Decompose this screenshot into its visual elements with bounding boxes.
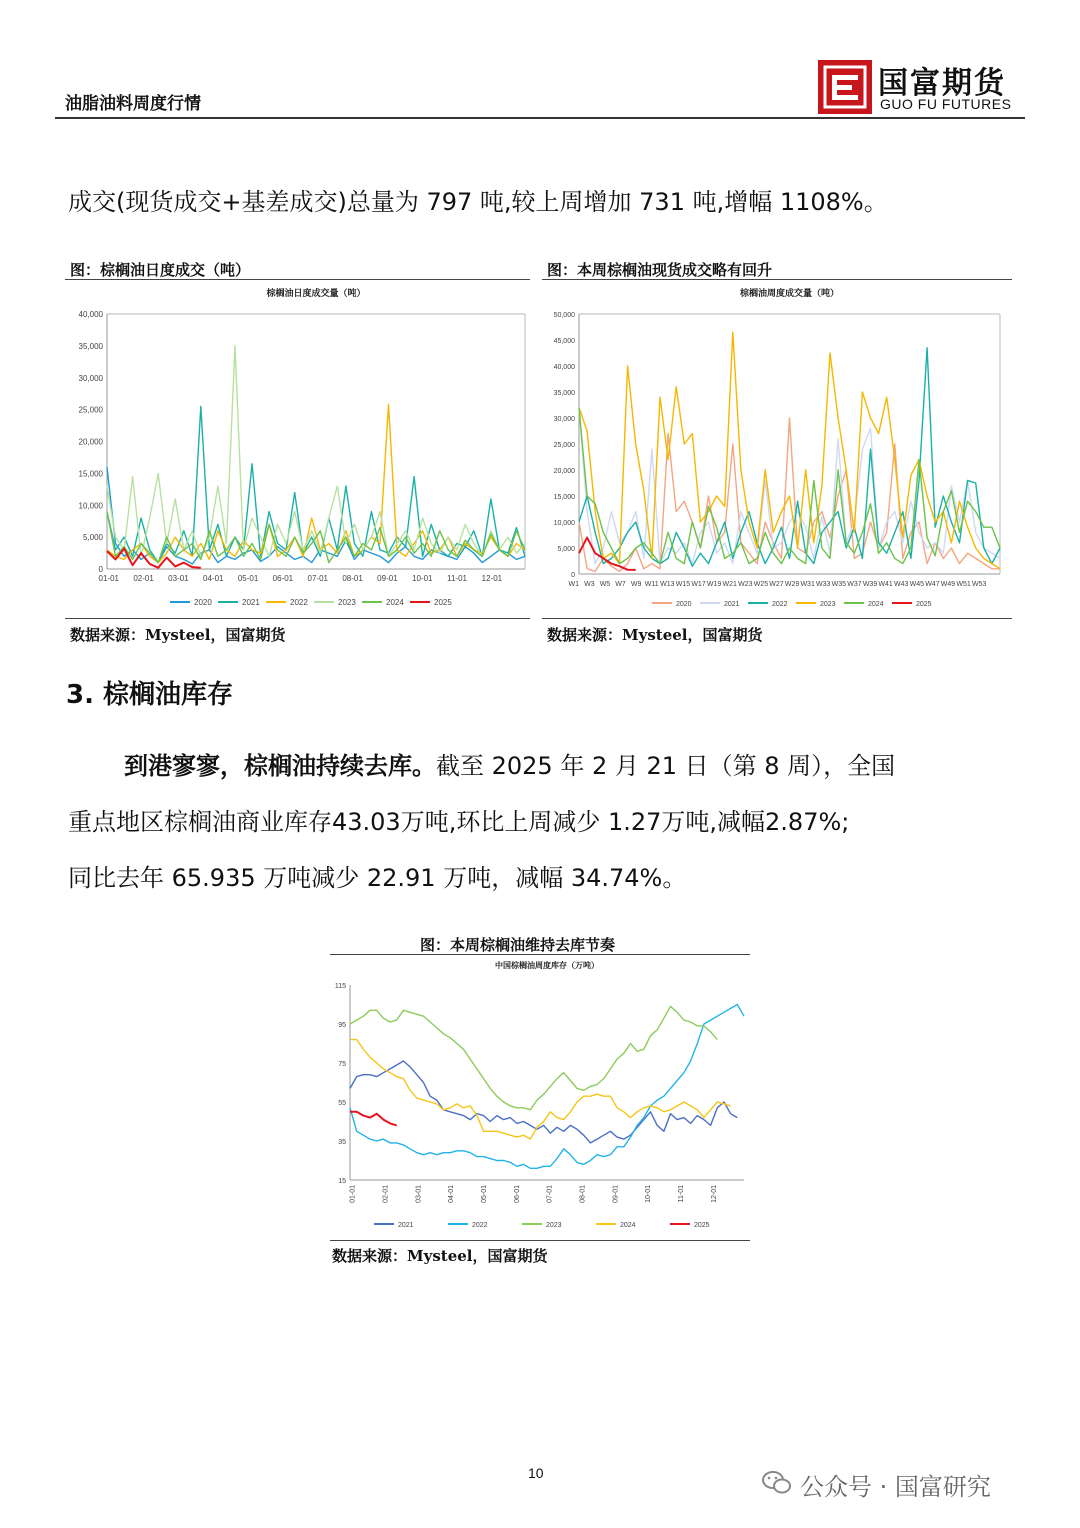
- y-tick-label: 35: [338, 1139, 346, 1146]
- logo-chinese: 国富期货: [878, 66, 1006, 101]
- y-tick-label: 40,000: [78, 310, 103, 319]
- figure1-source: 数据来源：Mysteel，国富期货: [70, 626, 286, 644]
- series-line-2024: [107, 512, 525, 563]
- series-line-2021: [579, 408, 1000, 564]
- x-tick-label: 06-01: [513, 1185, 521, 1203]
- series-line-2022: [579, 348, 1000, 566]
- y-tick-label: 20,000: [78, 437, 103, 447]
- x-tick-label: W29: [784, 581, 800, 588]
- x-tick-label: 01-01: [98, 574, 119, 583]
- y-tick-label: 5,000: [82, 533, 103, 543]
- legend-label-2023: 2023: [820, 601, 836, 608]
- y-tick-label: 75: [338, 1061, 346, 1068]
- x-tick-label: W7: [615, 581, 626, 588]
- x-tick-label: 09-01: [612, 1185, 620, 1203]
- legend-label-2025: 2025: [916, 601, 932, 608]
- y-tick-label: 25,000: [78, 405, 103, 415]
- series-line-2023: [107, 346, 525, 556]
- figure1-bottom-rule: [65, 618, 530, 619]
- x-tick-label: 04-01: [203, 574, 224, 583]
- legend-label-2023: 2023: [546, 1222, 562, 1229]
- x-tick-label: W15: [675, 581, 691, 588]
- y-tick-label: 30,000: [78, 373, 103, 383]
- legend-label-2025: 2025: [694, 1222, 710, 1229]
- x-tick-label: 11-01: [447, 574, 468, 583]
- x-tick-label: W49: [940, 581, 956, 588]
- x-tick-label: 10-01: [412, 574, 433, 583]
- figure1-caption: 图：棕榈油日度成交（吨）: [70, 261, 251, 279]
- x-tick-label: W33: [816, 581, 831, 588]
- inventory-text-line1: [68, 750, 895, 782]
- legend-label-2022: 2022: [290, 598, 308, 607]
- x-tick-label: 11-01: [677, 1185, 685, 1203]
- inventory-text-bold: 到港寥寥，棕榈油持续去库。: [124, 752, 436, 780]
- legend-label-2024: 2024: [868, 601, 884, 608]
- logo-mark-icon: [818, 60, 872, 114]
- weekly-volume-chart: [542, 282, 1012, 612]
- x-tick-label: 07-01: [546, 1185, 554, 1203]
- page-number: 10: [528, 1465, 544, 1481]
- y-tick-label: 55: [338, 1100, 346, 1107]
- y-tick-label: 15: [338, 1178, 346, 1185]
- legend-label-2022: 2022: [472, 1222, 488, 1229]
- wechat-account: 公众号 · 国富研究: [800, 1473, 991, 1501]
- trade-summary-text: 成交(现货成交+基差成交)总量为 797 吨,较上周增加 731 吨,增幅 1108%。: [68, 188, 888, 216]
- y-tick-label: 35,000: [78, 341, 103, 351]
- series-line-2025: [579, 538, 636, 570]
- series-line-2024: [579, 408, 1000, 564]
- legend-label-2021: 2021: [724, 601, 740, 608]
- x-tick-label: 03-01: [415, 1185, 423, 1203]
- figure2-source: 数据来源：Mysteel，国富期货: [547, 626, 763, 644]
- daily-volume-chart: [65, 282, 530, 612]
- x-tick-label: W51: [956, 581, 971, 588]
- x-tick-label: W5: [599, 581, 611, 588]
- figure2-bottom-rule: [542, 618, 1012, 619]
- inventory-chart: [330, 956, 750, 1236]
- series-line-2024: [350, 1040, 731, 1140]
- x-tick-label: W37: [847, 581, 862, 588]
- x-tick-label: W21: [722, 581, 737, 588]
- x-tick-label: 08-01: [342, 574, 363, 583]
- series-line-2025: [350, 1112, 397, 1126]
- legend-label-2025: 2025: [434, 598, 452, 607]
- x-tick-label: 09-01: [377, 574, 398, 583]
- y-tick-label: 10,000: [553, 520, 575, 527]
- inventory-text-line2: 重点地区棕榈油商业库存43.03万吨,环比上周减少 1.27万吨,减幅2.87%;: [68, 808, 850, 836]
- y-tick-label: 15,000: [78, 469, 103, 479]
- x-tick-label: W1: [568, 581, 580, 588]
- x-tick-label: W25: [753, 581, 769, 588]
- y-tick-label: 45,000: [553, 338, 575, 345]
- x-tick-label: 03-01: [168, 574, 189, 583]
- y-tick-label: 5,000: [557, 546, 575, 553]
- y-tick-label: 15,000: [553, 494, 575, 501]
- wechat-icon: [762, 1470, 792, 1496]
- x-tick-label: 04-01: [448, 1185, 456, 1203]
- report-title: 油脂油料周度行情: [65, 94, 201, 114]
- chart-title: 棕榈油日度成交量（吨）: [266, 288, 366, 298]
- x-tick-label: W19: [706, 581, 722, 588]
- x-tick-label: W45: [909, 581, 925, 588]
- legend-label-2024: 2024: [386, 598, 404, 607]
- series-line-2021: [107, 406, 525, 562]
- figure3-caption: 图：本周棕榈油维持去库节奏: [420, 936, 616, 954]
- x-tick-label: W9: [630, 581, 642, 588]
- header-divider: [55, 117, 1025, 119]
- series-line-2020: [107, 467, 525, 564]
- y-tick-label: 115: [334, 983, 346, 990]
- x-tick-label: 01-01: [349, 1185, 357, 1203]
- inventory-text-line1-rest: 截至 2025 年 2 月 21 日（第 8 周），全国: [436, 752, 896, 780]
- logo-english: GUO FU FUTURES: [880, 96, 1012, 112]
- section-title: 3. 棕榈油库存: [66, 680, 234, 710]
- figure1-top-rule: [65, 279, 530, 280]
- series-line-2023: [579, 332, 1000, 569]
- series-line-2023: [350, 1006, 717, 1109]
- figure2-caption: 图：本周棕榈油现货成交略有回升: [547, 261, 773, 279]
- legend-label-2024: 2024: [620, 1222, 636, 1229]
- figure3-top-rule: [330, 954, 750, 955]
- inventory-text-line3: 同比去年 65.935 万吨减少 22.91 万吨，减幅 34.74%。: [68, 864, 687, 892]
- x-tick-label: W23: [738, 581, 753, 588]
- x-tick-label: W3: [584, 581, 595, 588]
- y-tick-label: 35,000: [553, 390, 575, 397]
- x-tick-label: 02-01: [382, 1185, 390, 1203]
- x-tick-label: W27: [769, 581, 784, 588]
- x-tick-label: 12-01: [710, 1185, 718, 1203]
- x-tick-label: W17: [691, 581, 706, 588]
- logo: [818, 60, 1028, 114]
- chart-title: 棕榈油周度成交量（吨）: [739, 288, 840, 298]
- x-tick-label: 05-01: [237, 574, 259, 583]
- x-tick-label: 12-01: [481, 574, 503, 583]
- legend-label-2020: 2020: [676, 601, 692, 608]
- x-tick-label: W41: [878, 581, 893, 588]
- legend-label-2022: 2022: [772, 601, 788, 608]
- x-tick-label: 08-01: [579, 1185, 587, 1203]
- y-tick-label: 20,000: [553, 468, 575, 475]
- x-tick-label: W53: [971, 581, 987, 588]
- figure2-top-rule: [542, 279, 1012, 280]
- series-line-2022: [107, 405, 525, 563]
- x-tick-label: W35: [831, 581, 847, 588]
- x-tick-label: W13: [660, 581, 675, 588]
- x-tick-label: W43: [894, 581, 909, 588]
- x-tick-label: W47: [925, 581, 940, 588]
- x-tick-label: 06-01: [272, 574, 294, 583]
- series-line-2022: [350, 1005, 744, 1169]
- y-tick-label: 40,000: [553, 364, 575, 371]
- page-header: [55, 0, 1025, 120]
- y-tick-label: 50,000: [553, 312, 575, 319]
- x-tick-label: W31: [800, 581, 815, 588]
- x-tick-label: 02-01: [133, 574, 154, 583]
- x-tick-label: 07-01: [307, 574, 328, 583]
- y-tick-label: 30,000: [553, 416, 575, 423]
- legend-label-2021: 2021: [398, 1222, 414, 1229]
- x-tick-label: 10-01: [645, 1185, 653, 1203]
- y-tick-label: 25,000: [553, 442, 575, 449]
- chart-title: 中国棕榈油周度库存（万吨）: [495, 961, 599, 970]
- figure3-bottom-rule: [330, 1240, 750, 1241]
- y-tick-label: 0: [98, 565, 103, 574]
- series-line-2021: [350, 1061, 737, 1143]
- x-tick-label: 05-01: [480, 1185, 488, 1203]
- legend-label-2023: 2023: [338, 598, 356, 607]
- legend-label-2020: 2020: [194, 598, 212, 607]
- y-tick-label: 0: [571, 572, 575, 579]
- y-tick-label: 95: [338, 1022, 346, 1029]
- figure3-source: 数据来源：Mysteel，国富期货: [332, 1247, 548, 1265]
- x-tick-label: W11: [644, 581, 659, 588]
- x-tick-label: W39: [862, 581, 878, 588]
- y-tick-label: 10,000: [78, 501, 103, 511]
- legend-label-2021: 2021: [242, 598, 260, 607]
